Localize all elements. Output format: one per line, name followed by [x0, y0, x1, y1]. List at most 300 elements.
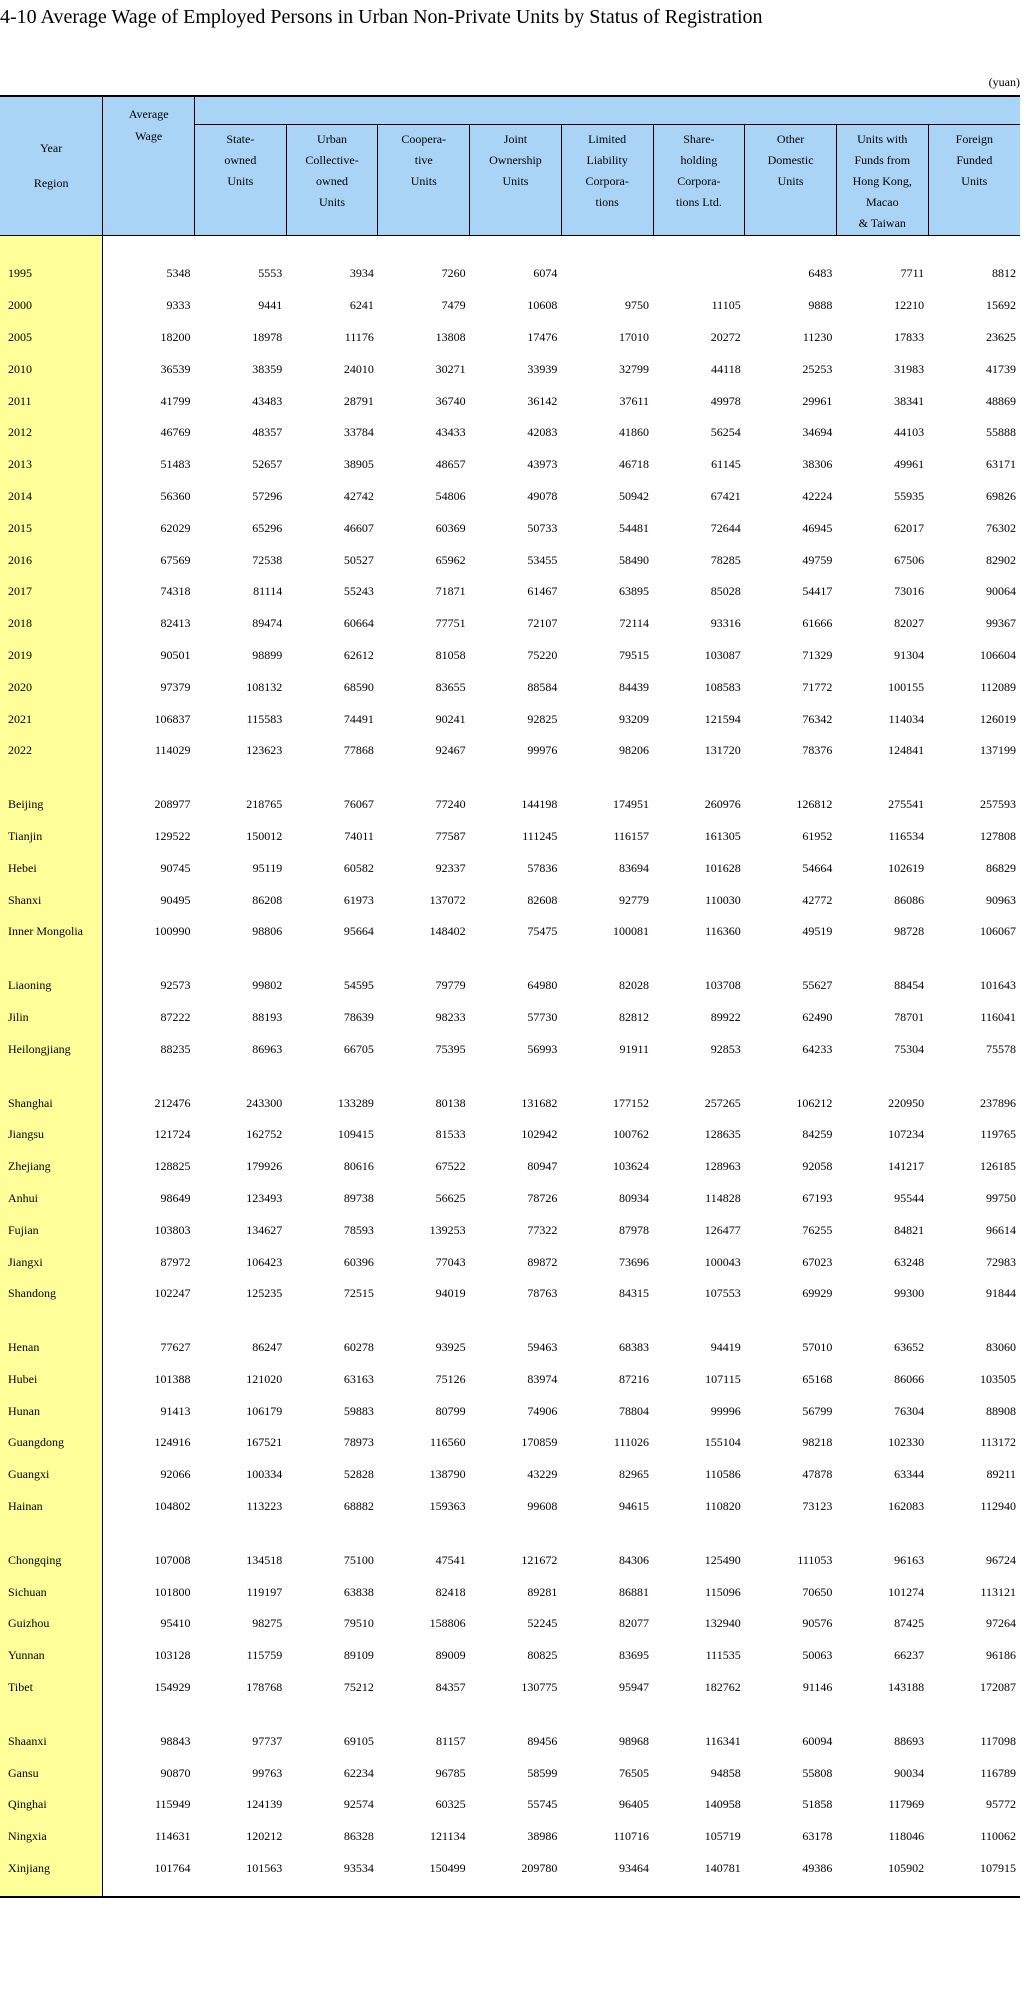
table-cell: 81114 [253, 584, 283, 599]
table-cell: 17010 [619, 329, 650, 344]
table-cell: 78763 [527, 1286, 558, 1301]
table-cell: 49386 [802, 1861, 833, 1876]
table-cell: 98649 [160, 1190, 191, 1205]
table-cell: 87972 [160, 1254, 191, 1269]
table-row [0, 1119, 1020, 1151]
row-label: Gansu [0, 1757, 103, 1789]
table-cell: 42772 [802, 892, 833, 907]
table-cell: 177152 [613, 1095, 650, 1110]
table-cell: 99367 [986, 616, 1016, 631]
table-cell: 63248 [894, 1254, 925, 1269]
table-title: 4-10 Average Wage of Employed Persons in Urban Non-Private Units by Status of Registration [0, 6, 763, 28]
header-region-line: Region [33, 176, 69, 190]
table-cell: 46607 [343, 520, 374, 535]
spacer-cell [103, 1310, 1020, 1332]
table-cell: 53455 [527, 552, 558, 567]
table-cell: 88454 [894, 978, 925, 993]
table-cell: 46718 [619, 457, 650, 472]
table-cell: 54417 [802, 584, 833, 599]
table-cell: 8812 [992, 266, 1016, 281]
table-cell: 100762 [613, 1127, 650, 1142]
row-label: 2005 [0, 322, 103, 354]
table-cell: 124139 [246, 1797, 283, 1812]
table-cell: 90963 [986, 892, 1016, 907]
table-cell: 96614 [986, 1222, 1016, 1237]
table-cell: 96186 [986, 1648, 1016, 1663]
table-cell: 75212 [343, 1680, 374, 1695]
table-cell: 137072 [429, 892, 466, 907]
spacer-cell [103, 948, 1020, 970]
table-cell: 76255 [802, 1222, 833, 1237]
table-cell: 97264 [986, 1616, 1016, 1631]
table-cell [653, 258, 745, 290]
row-label: Jiangxi [0, 1246, 103, 1278]
table-cell: 92574 [343, 1797, 374, 1812]
table-cell: 148402 [429, 924, 466, 939]
table-cell: 20272 [710, 329, 741, 344]
table-cell: 132940 [704, 1616, 741, 1631]
table-cell: 106604 [980, 647, 1016, 662]
table-cell: 98206 [619, 743, 650, 758]
table-cell: 101388 [154, 1371, 191, 1386]
table-cell: 93925 [435, 1340, 466, 1355]
table-cell: 101764 [154, 1861, 191, 1876]
header-col-line: Limited [588, 132, 627, 146]
table-cell: 11105 [711, 298, 741, 313]
table-cell: 134518 [246, 1552, 283, 1567]
table-cell: 112940 [980, 1499, 1016, 1514]
table-cell: 86066 [894, 1371, 925, 1386]
table-cell: 103128 [154, 1648, 191, 1663]
table-cell: 102942 [521, 1127, 558, 1142]
table-cell: 60664 [343, 616, 374, 631]
table-cell: 76304 [894, 1403, 925, 1418]
table-cell: 72644 [710, 520, 741, 535]
table-cell: 64233 [802, 1041, 833, 1056]
table-cell: 121020 [246, 1371, 283, 1386]
table-cell: 141217 [888, 1159, 925, 1174]
row-label: Hunan [0, 1395, 103, 1427]
row-label: Hebei [0, 852, 103, 884]
table-cell: 138790 [429, 1467, 466, 1482]
table-cell: 161305 [704, 828, 741, 843]
table-cell: 31983 [894, 361, 925, 376]
table-cell: 84259 [802, 1127, 833, 1142]
table-cell: 60396 [343, 1254, 374, 1269]
table-cell: 75220 [527, 647, 558, 662]
header-col-line: State- [226, 132, 255, 146]
table-cell: 61145 [711, 457, 741, 472]
table-row [0, 1491, 1020, 1523]
table-cell: 90064 [986, 584, 1016, 599]
table-cell: 103505 [980, 1371, 1016, 1386]
table-row [0, 1087, 1020, 1119]
table-cell: 167521 [246, 1435, 283, 1450]
table-cell: 83060 [986, 1340, 1016, 1355]
table-cell: 114034 [888, 711, 925, 726]
table-cell: 57296 [252, 488, 283, 503]
table-cell: 115583 [246, 711, 283, 726]
table-cell: 121672 [521, 1552, 558, 1567]
table-cell: 33784 [343, 425, 374, 440]
table-cell: 10608 [527, 298, 558, 313]
table-cell: 9333 [166, 298, 191, 313]
table-cell: 75304 [894, 1041, 925, 1056]
table-cell: 5553 [258, 266, 283, 281]
table-cell: 95410 [160, 1616, 191, 1631]
header-col-8 [836, 125, 928, 236]
row-label: Inner Mongolia [0, 916, 103, 948]
table-cell: 96724 [986, 1552, 1016, 1567]
table-cell: 78639 [343, 1009, 374, 1024]
table-row [0, 1427, 1020, 1459]
table-row [0, 1002, 1020, 1034]
table-cell: 107553 [704, 1286, 741, 1301]
table-cell: 72114 [619, 616, 650, 631]
table-cell: 60325 [435, 1797, 466, 1812]
row-label: Beijing [0, 789, 103, 821]
table-cell: 118046 [888, 1829, 925, 1844]
table-cell: 91844 [986, 1286, 1016, 1301]
table-cell: 99976 [527, 743, 558, 758]
table-cell: 68383 [619, 1340, 650, 1355]
table-row [0, 1789, 1020, 1821]
table-cell: 54595 [343, 978, 374, 993]
table-cell: 115759 [246, 1648, 283, 1663]
table-cell: 218765 [246, 797, 283, 812]
table-cell: 103803 [154, 1222, 191, 1237]
table-cell: 125490 [704, 1552, 741, 1567]
table-cell: 92058 [802, 1159, 833, 1174]
table-cell: 150012 [246, 828, 283, 843]
table-cell: 82965 [619, 1467, 650, 1482]
spacer-cell [0, 1703, 103, 1725]
table-cell: 131720 [704, 743, 741, 758]
header-col-4 [470, 125, 562, 236]
table-cell: 49078 [527, 488, 558, 503]
table-cell: 116157 [613, 828, 650, 843]
table-cell: 243300 [246, 1095, 283, 1110]
table-row [0, 1151, 1020, 1183]
header-col-line: Foreign [955, 132, 993, 146]
table-cell: 125235 [246, 1286, 283, 1301]
table-row [0, 481, 1020, 513]
table-cell: 60582 [343, 860, 374, 875]
header-col-line: Funds from [854, 153, 911, 167]
table-cell: 89009 [435, 1648, 466, 1663]
row-label: Jilin [0, 1002, 103, 1034]
table-cell: 94615 [619, 1499, 650, 1514]
table-cell: 257265 [704, 1095, 741, 1110]
table-cell: 63895 [619, 584, 650, 599]
table-cell: 96405 [619, 1797, 650, 1812]
table-cell: 38359 [252, 361, 283, 376]
spacer-cell [103, 1703, 1020, 1725]
row-label: Zhejiang [0, 1151, 103, 1183]
table-cell: 87216 [619, 1371, 650, 1386]
table-cell: 114029 [154, 743, 191, 758]
table-cell: 99608 [527, 1499, 558, 1514]
table-cell: 52245 [527, 1616, 558, 1631]
table-cell: 55243 [343, 584, 374, 599]
header-col-line: Collective- [305, 153, 359, 167]
table-cell: 90745 [160, 860, 191, 875]
table-cell: 143188 [888, 1680, 925, 1695]
table-cell: 11230 [802, 329, 833, 344]
row-label: 2013 [0, 449, 103, 481]
table-cell: 116341 [705, 1733, 741, 1748]
table-cell: 74011 [344, 828, 374, 843]
table-cell: 116560 [430, 1435, 466, 1450]
header-col-line: Corpora- [585, 174, 629, 188]
table-cell: 59883 [343, 1403, 374, 1418]
table-cell: 121724 [154, 1127, 191, 1142]
table-cell: 43433 [435, 425, 466, 440]
table-cell: 93464 [619, 1861, 650, 1876]
table-cell: 89738 [343, 1190, 374, 1205]
table-cell: 102619 [888, 860, 925, 875]
table-cell: 83655 [435, 679, 466, 694]
table-row [0, 735, 1020, 767]
row-label: Guizhou [0, 1608, 103, 1640]
table-cell: 25253 [802, 361, 833, 376]
header-col-line: Urban [317, 132, 348, 146]
table-cell: 7711 [900, 266, 925, 281]
table-cell: 88584 [527, 679, 558, 694]
table-cell: 150499 [429, 1861, 466, 1876]
table-cell: 82027 [894, 616, 925, 631]
table-row [0, 290, 1020, 322]
table-cell: 81058 [435, 647, 466, 662]
table-row [0, 1853, 1020, 1885]
row-label: 2022 [0, 735, 103, 767]
table-cell: 62029 [160, 520, 191, 535]
header-region [0, 96, 103, 236]
table-cell: 95664 [343, 924, 374, 939]
table-cell: 36740 [435, 393, 466, 408]
spacer-cell [103, 236, 1020, 259]
table-cell: 77751 [435, 616, 466, 631]
table-cell: 155104 [704, 1435, 741, 1450]
table-cell: 120212 [246, 1829, 283, 1844]
table-cell: 110030 [705, 892, 741, 907]
table-cell: 83974 [527, 1371, 558, 1386]
table-cell: 62490 [802, 1009, 833, 1024]
table-cell: 100081 [613, 924, 650, 939]
header-col-line: Units [777, 174, 804, 188]
table-cell: 92779 [619, 892, 650, 907]
table-cell: 71871 [435, 584, 466, 599]
row-label: Anhui [0, 1183, 103, 1215]
table-row [0, 640, 1020, 672]
table-cell: 99300 [894, 1286, 925, 1301]
row-label: Shaanxi [0, 1725, 103, 1757]
table-cell: 57730 [527, 1009, 558, 1024]
table-cell: 48869 [986, 393, 1016, 408]
table-cell: 92825 [527, 711, 558, 726]
spacer-cell [103, 1522, 1020, 1544]
table-cell: 110820 [705, 1499, 741, 1514]
header-col-line: Hong Kong, [852, 174, 912, 188]
table-row [0, 1757, 1020, 1789]
table-cell: 49978 [710, 393, 741, 408]
table-cell: 82812 [619, 1009, 650, 1024]
table-cell: 97737 [252, 1733, 283, 1748]
table-cell: 82077 [619, 1616, 650, 1631]
table-row [0, 916, 1020, 948]
header-col-line: Funded [956, 153, 993, 167]
table-cell: 86328 [343, 1829, 374, 1844]
table-cell: 101628 [704, 860, 741, 875]
table-cell: 55888 [986, 425, 1016, 440]
table-cell: 67569 [160, 552, 191, 567]
row-label: Sichuan [0, 1576, 103, 1608]
table-cell: 64980 [527, 978, 558, 993]
table-row [0, 1364, 1020, 1396]
table-cell: 82902 [986, 552, 1016, 567]
table-cell: 100043 [704, 1254, 741, 1269]
table-cell: 106212 [796, 1095, 833, 1110]
row-label: 2019 [0, 640, 103, 672]
header-col-9 [928, 125, 1020, 236]
table-cell: 46945 [802, 520, 833, 535]
table-cell: 75578 [986, 1041, 1016, 1056]
spacer-row [0, 1310, 1020, 1332]
table-cell: 105719 [704, 1829, 741, 1844]
table-cell: 123493 [246, 1190, 283, 1205]
table-cell: 74906 [527, 1403, 558, 1418]
table-cell: 78593 [343, 1222, 374, 1237]
table-cell: 98843 [160, 1733, 191, 1748]
table-cell: 48357 [252, 425, 283, 440]
table-cell: 74491 [343, 711, 374, 726]
table-cell: 89456 [527, 1733, 558, 1748]
table-cell: 87425 [894, 1616, 925, 1631]
table-cell: 65168 [802, 1371, 833, 1386]
table-cell: 34694 [802, 425, 833, 440]
table-cell: 80138 [435, 1095, 466, 1110]
spacer-cell [0, 1522, 103, 1544]
table-row [0, 852, 1020, 884]
table-cell: 18200 [160, 329, 191, 344]
spacer-cell [103, 1884, 1020, 1897]
header-region-line: Year [40, 141, 63, 155]
spacer-row [0, 1522, 1020, 1544]
table-cell: 90501 [160, 647, 191, 662]
table-cell: 109415 [337, 1127, 374, 1142]
table-row [0, 1640, 1020, 1672]
table-cell: 84821 [894, 1222, 925, 1237]
table-cell: 67421 [710, 488, 741, 503]
table-cell: 68882 [343, 1499, 374, 1514]
table-cell: 100990 [154, 924, 191, 939]
table-cell: 63344 [894, 1467, 925, 1482]
header-col-line: Wage [135, 129, 163, 143]
header-col-line: Other [776, 132, 805, 146]
table-cell: 62612 [343, 647, 374, 662]
header-col-line: Corpora- [677, 174, 721, 188]
spacer-row [0, 767, 1020, 789]
row-label: Ningxia [0, 1821, 103, 1853]
spacer-cell [103, 767, 1020, 789]
table-cell: 36539 [160, 361, 191, 376]
table-cell: 38986 [527, 1829, 558, 1844]
table-row [0, 322, 1020, 354]
table-row [0, 576, 1020, 608]
table-cell: 108132 [246, 679, 283, 694]
table-cell: 127808 [980, 828, 1016, 843]
table-cell: 61952 [802, 828, 833, 843]
table-cell: 129522 [154, 828, 191, 843]
table-cell: 51858 [802, 1797, 833, 1812]
table-cell: 76505 [619, 1765, 650, 1780]
table-cell: 63171 [986, 457, 1016, 472]
table-cell: 67506 [894, 552, 925, 567]
table-cell: 220950 [888, 1095, 925, 1110]
header-col-line: Units [502, 174, 529, 188]
header-col-line: tive [414, 153, 433, 167]
table-cell: 49759 [802, 552, 833, 567]
unit-label: (yuan) [988, 75, 1020, 89]
table-cell: 107915 [980, 1861, 1016, 1876]
table-cell: 47541 [435, 1552, 466, 1567]
table-cell: 62017 [894, 520, 925, 535]
table-row [0, 1725, 1020, 1757]
table-cell: 116789 [980, 1765, 1016, 1780]
row-label: Guangdong [0, 1427, 103, 1459]
table-cell: 61666 [802, 616, 833, 631]
table-cell: 126812 [796, 797, 833, 812]
table-cell: 60278 [343, 1340, 374, 1355]
table-cell: 66237 [894, 1648, 925, 1663]
table-cell: 38306 [802, 457, 833, 472]
table-cell: 44118 [711, 361, 741, 376]
table-cell: 56254 [710, 425, 741, 440]
table-cell: 54806 [435, 488, 466, 503]
table-cell: 87978 [619, 1222, 650, 1237]
header-col-line: Ownership [489, 153, 542, 167]
table-row [0, 671, 1020, 703]
table-cell: 79515 [619, 647, 650, 662]
row-label: 2016 [0, 544, 103, 576]
header-col-6 [653, 125, 745, 236]
table-cell: 212476 [154, 1095, 191, 1110]
row-label: 2000 [0, 290, 103, 322]
header-col-line: Average [128, 107, 169, 121]
table-cell: 66705 [343, 1041, 374, 1056]
table-cell: 131682 [521, 1095, 558, 1110]
row-label: Hainan [0, 1491, 103, 1523]
table-row [0, 544, 1020, 576]
table-cell: 69105 [343, 1733, 374, 1748]
table-cell: 58599 [527, 1765, 558, 1780]
row-label: Liaoning [0, 970, 103, 1002]
table-cell: 99996 [710, 1403, 741, 1418]
table-cell: 93534 [343, 1861, 374, 1876]
table-cell: 113172 [980, 1435, 1016, 1450]
table-cell: 78376 [802, 743, 833, 758]
table-cell: 55808 [802, 1765, 833, 1780]
table-cell: 174951 [613, 797, 650, 812]
table-cell: 47878 [802, 1467, 833, 1482]
table-cell: 9750 [625, 298, 650, 313]
row-label: 2017 [0, 576, 103, 608]
header-col-line: tions Ltd. [675, 195, 722, 209]
row-label: 2021 [0, 703, 103, 735]
table-cell: 107008 [154, 1552, 191, 1567]
row-label: Shanghai [0, 1087, 103, 1119]
table-row [0, 1395, 1020, 1427]
